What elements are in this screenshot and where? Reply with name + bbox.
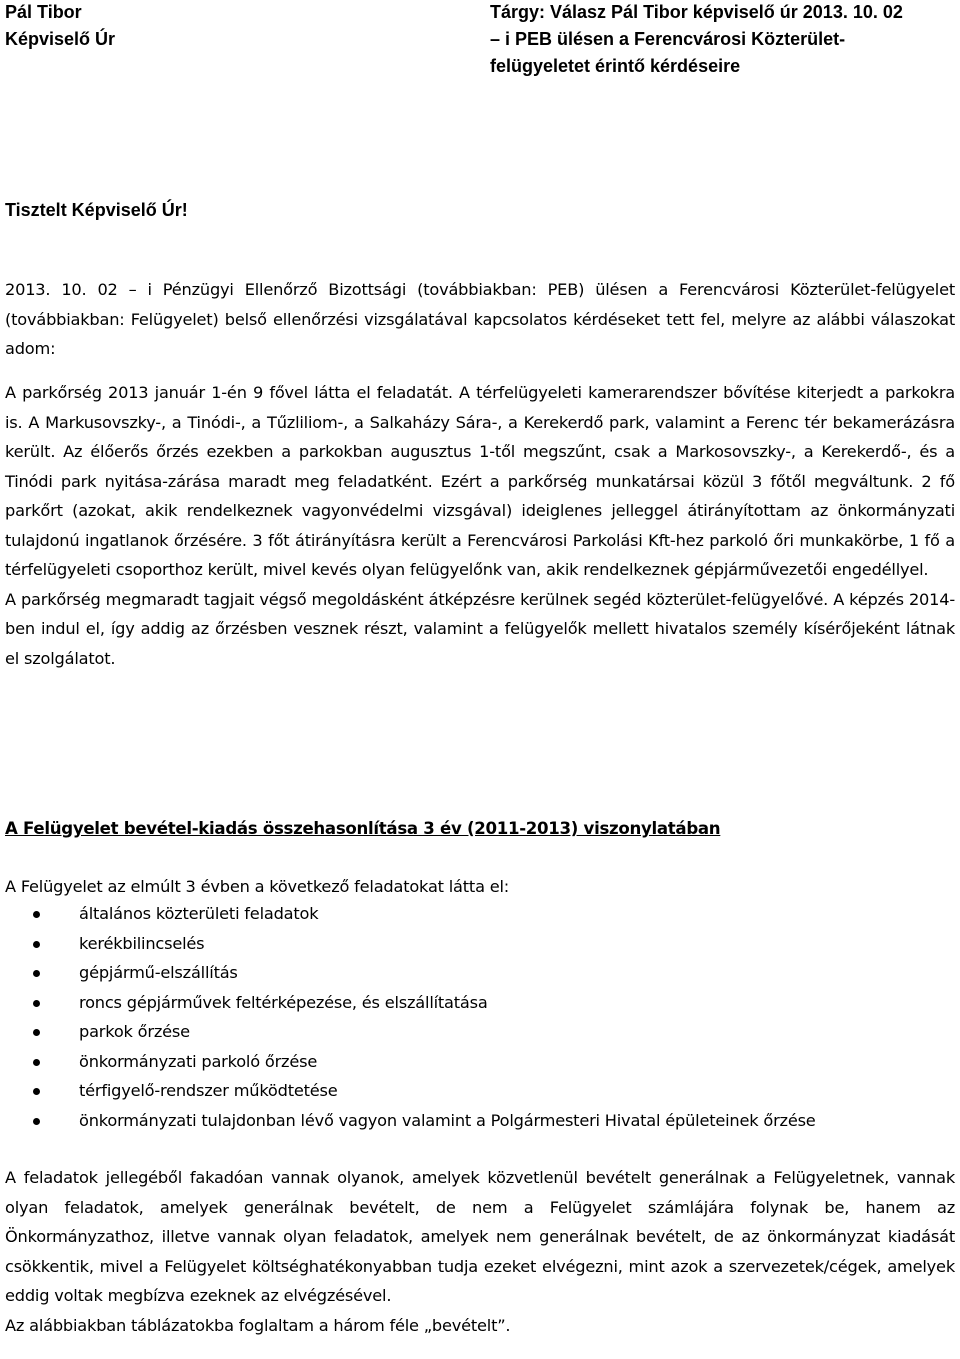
parking-paragraph-2: A parkőrség megmaradt tagjait végső megoldásként átképzésre kerülnek segéd közterület-felügyelővé. A képzés 2014-ben indul el, így addig az őrzésben vesznek részt, valamint a felügyelők mellett hivatalos személy kísérőjeként látnak el szolgálatot. bbox=[5, 589, 955, 668]
task-label: gépjármű-elszállítás bbox=[79, 963, 238, 982]
tasks-intro: A Felügyelet az elmúlt 3 évben a következő feladatokat látta el: bbox=[5, 877, 510, 896]
task-list bbox=[5, 899, 955, 1135]
sender-title: Képviselő Úr bbox=[5, 29, 116, 49]
parking-section bbox=[5, 378, 955, 673]
sender-block bbox=[5, 0, 115, 53]
sender-name: Pál Tibor bbox=[5, 2, 82, 22]
bullet-icon bbox=[33, 1059, 40, 1066]
comparison-heading: A Felügyelet bevétel-kiadás összehasonlítása 3 év (2011-2013) viszonylatában bbox=[5, 819, 721, 838]
task-label: roncs gépjárművek feltérképezése, és elszállítatása bbox=[79, 992, 488, 1012]
table-note: Az alábbiakban táblázatokba foglaltam a három féle „bevételt”. bbox=[5, 1315, 511, 1335]
list-item bbox=[5, 899, 955, 929]
list-item bbox=[5, 1076, 955, 1106]
subject-line-2: – i PEB ülésen a Ferencvárosi Közterület- bbox=[490, 29, 846, 49]
bullet-icon bbox=[33, 1029, 40, 1036]
list-item bbox=[5, 929, 955, 959]
list-item bbox=[5, 988, 955, 1018]
parking-paragraph-1: A parkőrség 2013 január 1-én 9 fővel látta el feladatát. A térfelügyeleti kamerarendszer bővítése kiterjedt a parkokra is. A Markusovszky-, a Tinódi-, a Tűzliliom-, a Salkaházy Sára-, a Kerekerdő park, valamint a Ferenc tér bekamerázásra került. Az élőerős őrzés ezekben a parkokban augusztus 1-től megszűnt, csak a Markosovszky-, a Kerekerdő-, és a Tinódi park nyitása-zárása maradt meg feladatként. Ezért a parkőrség munkatársai közül 3 főtől megváltunk. 2 fő parkőrt (azokat, akik rendelkeznek vagyonvédelmi vizsgával) ideiglenes jelleggel átirányítottam az önkormányzati tulajdonú ingatlanok őrzésére. 3 főt átirányításra került a Ferencvárosi Parkolási Kft-hez parkoló őri munkakörbe, 1 fő a térfelügyeleti csoporthoz került, mivel kevés olyan felügyelőnk van, akik rendelkeznek gépjárművezetői engedéllyel. bbox=[5, 383, 955, 579]
bullet-icon bbox=[33, 1118, 40, 1125]
letter-header bbox=[5, 0, 955, 89]
bullet-icon bbox=[33, 970, 40, 977]
task-label: parkok őrzése bbox=[79, 1022, 190, 1041]
task-label: kerékbilincselés bbox=[79, 933, 205, 953]
subject-line-1: Tárgy: Válasz Pál Tibor képviselő úr 2013. 10. 02 bbox=[490, 2, 903, 22]
closing-section bbox=[5, 1163, 955, 1340]
list-item bbox=[5, 1017, 955, 1047]
task-label: önkormányzati tulajdonban lévő vagyon valamint a Polgármesteri Hivatal épületeinek őrzése bbox=[79, 1110, 816, 1130]
task-label: általános közterületi feladatok bbox=[79, 904, 319, 923]
bullet-icon bbox=[33, 911, 40, 918]
list-item bbox=[5, 1047, 955, 1077]
subject-line-3: felügyeletet érintő kérdéseire bbox=[490, 56, 741, 76]
task-label: önkormányzati parkoló őrzése bbox=[79, 1051, 318, 1071]
bullet-icon bbox=[33, 1088, 40, 1095]
list-item bbox=[5, 958, 955, 988]
bullet-icon bbox=[33, 1000, 40, 1007]
list-item bbox=[5, 1106, 955, 1136]
task-label: térfigyelő-rendszer működtetése bbox=[79, 1081, 338, 1100]
salutation: Tisztelt Képviselő Úr! bbox=[5, 200, 188, 220]
subject-block bbox=[490, 0, 960, 80]
closing-paragraph: A feladatok jellegéből fakadóan vannak olyanok, amelyek közvetlenül bevételt generálnak a Felügyeletnek, vannak olyan feladatok, amelyek generálnak bevételt, de nem a Felügyelet számlájára folynak be, hanem az Önkormányzathoz, illetve vannak olyan feladatok, amelyek nem generálnak bevételt, de az önkormányzat kiadását csökkentik, mivel a Felügyelet költséghatékonyabban tudja ezeket elvégezni, mint azok a szervezetek/cégek, amelyek eddig voltak megbízva ezeknek az elvégzésével. bbox=[5, 1168, 955, 1305]
bullet-icon bbox=[33, 941, 40, 948]
intro-paragraph: 2013. 10. 02 – i Pénzügyi Ellenőrző Bizottsági (továbbiakban: PEB) ülésen a Ferencvárosi Közterület-felügyelet (továbbiakban: Felügyelet) belső ellenőrzési vizsgálatával kapcsolatos kérdéseket tett fel, melyre az alábbi válaszokat adom: bbox=[5, 280, 955, 358]
